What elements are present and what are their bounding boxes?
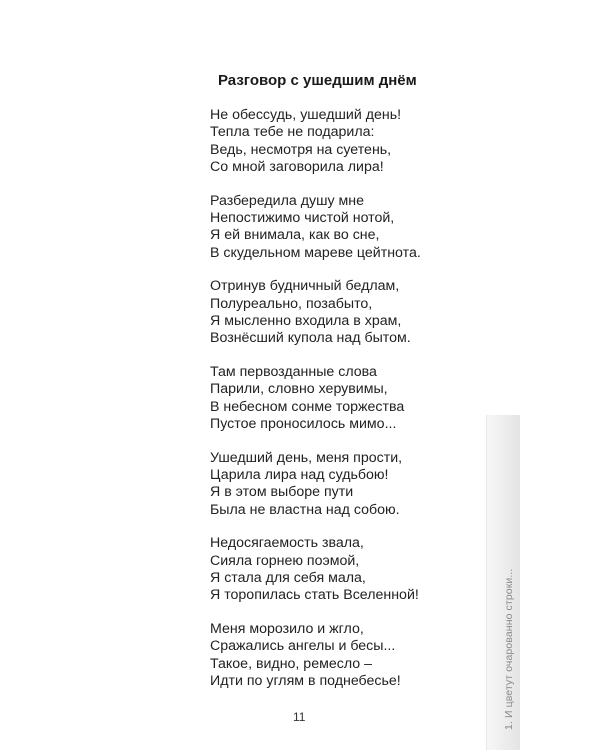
poem-line: Была не властна над собою. [210, 501, 400, 518]
poem-title: Разговор с ушедшим днём [218, 72, 417, 89]
stanza [210, 621, 470, 691]
poem-line: Ведь, несмотря на суетень, [210, 141, 392, 158]
poem-line: Я ей внимала, как во сне, [210, 227, 380, 244]
poem-line: Сражались ангелы и бесы... [210, 638, 396, 655]
poem-line: Парили, словно херувимы, [210, 381, 388, 398]
poem-line: В скудельном мареве цейтнота. [210, 244, 421, 261]
poem-line: Полуреально, позабыто, [210, 295, 373, 312]
poem-line: Я в этом выборе пути [210, 484, 354, 501]
stanza [210, 450, 470, 520]
poem-line: Царила лира над судьбою! [210, 466, 389, 483]
stanza [210, 193, 470, 263]
stanza [210, 364, 470, 434]
poem-line: Вознёсший купола над бытом. [210, 330, 411, 347]
poem-line: Непостижимо чистой нотой, [210, 210, 395, 227]
poem-line: Не обессудь, ушедший день! [210, 107, 402, 123]
poem-line: Ушедший день, меня прости, [210, 449, 403, 466]
stanza [210, 535, 470, 605]
poem-line: Там первозданные слова [210, 363, 377, 380]
poem-line: Разбередила душу мне [210, 192, 364, 209]
poem-line: Я мысленно входила в храм, [210, 313, 402, 330]
stanza [210, 278, 470, 348]
poem-line: Недосягаемость звала, [210, 535, 364, 552]
poem-line: Со мной заговорила лира! [210, 159, 384, 176]
stanza [210, 107, 470, 177]
section-tab-label: 1. И цветут очарованно строки... [503, 568, 515, 730]
poem-line: Я торопилась стать Вселенной! [210, 587, 419, 604]
poem-line: Пустое проносилось мимо... [210, 416, 397, 433]
section-tab-edge [486, 415, 487, 750]
poem-line: В небесном сонме торжества [210, 398, 405, 415]
poem-line: Тепла тебе не подарила: [210, 124, 375, 141]
page-number: 11 [293, 710, 306, 724]
poem-line: Сияла горнею поэмой, [210, 552, 360, 569]
poem-line: Такое, видно, ремесло – [210, 655, 372, 672]
poem-body [210, 107, 470, 706]
section-tab-margin [520, 415, 600, 750]
poem-line: Отринув будничный бедлам, [210, 278, 400, 295]
poem-line: Я стала для себя мала, [210, 569, 366, 586]
poem-line: Меня морозило и жгло, [210, 620, 364, 637]
poem-line: Идти по углям в поднебесье! [210, 672, 401, 689]
